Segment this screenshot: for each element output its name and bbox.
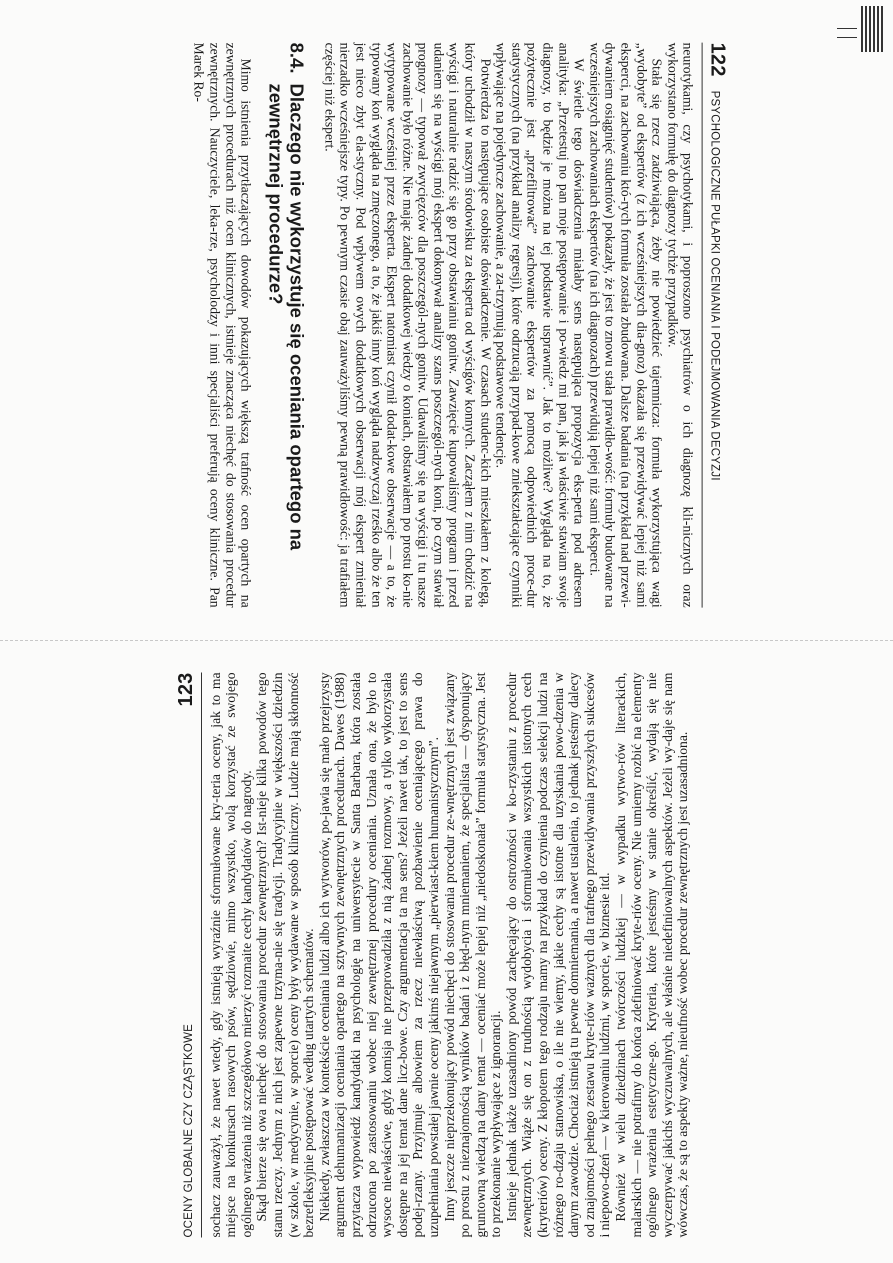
running-head-123	[175, 672, 202, 1238]
paragraph: Również w wielu dziedzinach twórczości ludzkiej — w wypadku wytwo-rów literackich, malarskich — nie potrafimy do końca zdefiniować kryte-riów oceny. Nie umiemy rozbić na elementy ogólnego wrażenia estetyczne-go. Kryteria, które jesteśmy w stanie określić, wydają się nie wyczerpywać jakichś wyczuwalnych, ale właśnie niedefiniowalnych aspektów. Jeżeli wy-daje się nam wówczas, że są to aspekty ważne, nieufność wobec procedur zewnętrznych jest uzasadniona.	[613, 672, 691, 1238]
paragraph: Niekiedy, zwłaszcza w kontekście oceniania ludzi albo ich wytworów, po-jawia się mało przejrzysty argument dehumanizacji oceniania opartego na sztywnych zewnętrznych procedurach. Dawes (1988) przytacza wypowiedź kandydatki na psychologię na uniwersytecie w Santa Barbara, która została odrzucona po zastosowaniu wobec niej zewnętrznej procedury oceniania. Uznała ona, że było to wysoce niewłaściwe, gdyż komisja nie przeprowadziła z nią żadnej rozmowy, a tylko wykorzystała dostępne na jej temat dane licz-bowe. Czy argumentacja ta ma sens? Jeżeli nawet tak, to jest to sens podej-rzany. Przyjmuje albowiem za rzecz niewłaściwą pozbawienie oceniającego prawa do uzupełniania powstałej jawnie oceny jakimś niejawnym „pierwiast-kiem humanistycznym”.	[316, 672, 441, 1238]
scanner-edge-mark-small	[837, 28, 857, 38]
paragraph: Mimo istnienia przytłaczających dowodów pokazujących większą trafność ocen opartych na zewnętrznych procedurach niż ocen klinicznych, istnieje znacząca niechęć do stosowania procedur zewnętrznych. Nauczyciele, leka-rze, psycholodzy i inni specjaliści preferują oceny kliniczne. Pan Marek Ro-	[191, 42, 254, 608]
page-122	[191, 42, 729, 608]
section-number: 8.4.	[286, 42, 308, 74]
section-title: Dlaczego nie wykorzystuje się oceniania opartego na zewnętrznej procedurze?	[265, 83, 308, 551]
page-number: 123	[175, 672, 197, 707]
scanner-edge-mark	[861, 6, 885, 52]
section-heading	[266, 43, 308, 608]
paragraph: Stała się rzecz zadziwiająca, żeby nie powiedzieć tajemnicza: formuła wykorzystująca wagi „wydobyte” od ekspertów (z ich wcześniejszych dia-gnoz) okazała się przewidywać lepiej niż sami eksperci, na zachowaniu któ-rych formuła została zbudowana. Dalsze badania (na przykład nad przewi-dywaniem osiągnięć studentów) pokazały, że jest to znowu stała prawidło-wość: formuły budowane na wcześniejszych zachowaniach ekspertów (na ich diagnozach) przewidują lepiej niż sami eksperci.	[587, 42, 665, 608]
paragraph: Inny jeszcze nieprzekonujący powód niechęci do stosowania procedur ze-wnętrznych jest związany po prostu z nieznajomością wyników badań i z błęd-nym mniemaniem, że specjalista — dysponujący gruntowną wiedzą na dany temat — oceniać może lepiej niż „niedoskonała” formuła statystyczna. Jest to przekonanie wypływające z ignorancji.	[441, 672, 504, 1238]
page-number: 122	[706, 42, 729, 77]
book-gutter	[0, 640, 893, 642]
paragraph: W świetle tego doświadczenia miałaby sens następująca propozycja eks-perta pod adresem analityka: „Przetestuj no pan moje postępowanie i po-wiedz mi pan, jak ja właściwie stawiam swoje diagnozy, to będzie je można na tej podstawie usprawnić”. Jak to możliwe? Wygląda na to, że pożytecznie jest „przefiltrować” zachowanie ekspertów za pomocą odpowiednich proce-dur statystycznych (na przykład analizy regresji), które odrzucają przypad-kowe zniekształcające czynniki wpływające na pojedyncze zachowanie, a za-trzymują podstawowe tendencje.	[493, 42, 587, 608]
paragraph: Potwierdza to następujące osobiste doświadczenie. W czasach studenc-kich mieszkałem z kolegą, który uchodził w naszym środowisku za eksperta od wyścigów konnych. Zacząłem z nim chodzić na wyścigi i naturalnie radzić się go przy obstawianiu gonitw. Zawzięcie kupowaliśmy program i przed udaniem się na wyścigi mój ekspert dokonywał analizy szans poszczegól-nych koni, po czym stawiał prognozy — typował zwycięzców dla poszczegól-nych gonitw. Udawaliśmy się na wyścigi i tu nasze zachowanie było różne. Nie mając żadnej dodatkowej wiedzy o koniach, obstawiałem po prostu ko-nie wytypowane wcześniej przez eksperta. Ekspert natomiast czynił dodat-kowe obserwacje — a to, że typowany koń wygląda na zmęczonego, a to, że jakiś inny koń wygląda nadzwyczaj rześko albo że ten jest nieco zbyt ela-styczny. Pod wpływem owych dodatkowych obserwacji mój ekspert zmieniał nierzadko wcześniejsze typy. Po pewnym czasie obaj zauważyliśmy pewną prawidłowość: ja trafiałem częściej niż ekspert.	[322, 42, 494, 608]
paragraph: Istnieje jednak także uzasadniony powód zachęcający do ostrożności w ko-rzystaniu z procedur zewnętrznych. Wiąże się on z trudnością wydobycia i sformułowania wszystkich istotnych cech (kryteriów) oceny. Z kłopotem tego rodzaju mamy na przykład do czynienia podczas selekcji ludzi na różnego ro-dzaju stanowiska, o ile nie wiemy, jakie cechy są istotne dla uzyskania powo-dzenia w danym zawodzie. Chociaż istnieją tu pewne domniemania, a nawet ustalenia, to jednak jesteśmy dalecy od znajomości pełnego zestawu kryte-riów ważnych dla trafnego przewidywania przyszłych sukcesów i niepowo-dzeń — w kierowaniu ludźmi, w sporcie, w biznesie itd.	[503, 672, 613, 1238]
running-head-122	[702, 42, 729, 608]
paragraph: Skąd bierze się owa niechęć do stosowania procedur zewnętrznych? Ist-nieje kilka powodów tego stanu rzeczy. Jednym z nich jest zapewne trzyma-nie się tradycji. Tradycyjnie w większości dziedzin (w szkole, w medycynie, w sporcie) oceny były wydawane w sposób kliniczny. Ludzie mają skłonność bezrefleksyjnie postępować według utartych schematów.	[254, 672, 317, 1238]
paragraph: neurotykami, czy psychotykami, i poproszono psychiatrów o ich diagnozę kli-nicznych oraz wykorzystano formułę do diagnozy tychże przypadków.	[665, 42, 697, 608]
running-head-title: PSYCHOLOGICZNE PUŁAPKI OCENIANIA I PODEJMOWANIA DECYZJI	[708, 90, 721, 481]
page-123	[175, 672, 691, 1238]
running-head-title: OCENY GLOBALNE CZY CZĄSTKOWE	[183, 1024, 195, 1238]
paragraph: sochacz zauważył, że nawet wtedy, gdy istnieją wyraźnie sformułowane kry-teria oceny, jak to ma miejsce na konkursach rasowych psów, sędziowie, mimo wszystko, wolą korzystać ze swojego ogólnego wrażenia niż szczegółowo mierzyć rozmaite cechy kandydatów do nagrody.	[207, 672, 254, 1238]
